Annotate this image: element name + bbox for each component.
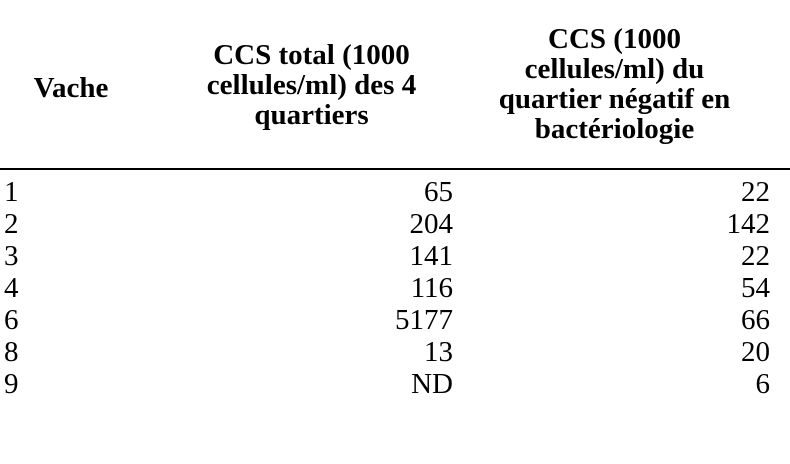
header-ccs-negative-quarter: CCS (1000 cellules/ml) du quartier négatif en bactériologie <box>455 0 790 169</box>
cell-ccs-total: 5177 <box>395 304 453 336</box>
cell-vache: 1 <box>4 176 19 208</box>
cell-ccs-total: ND <box>411 368 453 400</box>
table-row <box>0 368 790 400</box>
cell-ccs-negative: 66 <box>741 304 770 336</box>
cell-ccs-negative: 54 <box>741 272 770 304</box>
table-header <box>0 0 790 169</box>
cell-ccs-total: 141 <box>409 240 453 272</box>
cell-ccs-total: 65 <box>424 176 453 208</box>
table-body <box>0 169 790 400</box>
cell-ccs-total: 204 <box>409 208 453 240</box>
cell-ccs-total: 13 <box>424 336 453 368</box>
cell-vache: 2 <box>4 208 19 240</box>
cell-ccs-total: 116 <box>410 272 453 304</box>
table-row <box>0 169 790 208</box>
cell-ccs-negative: 20 <box>741 336 770 368</box>
header-row <box>0 0 790 169</box>
header-ccs-total: CCS total (1000 cellules/ml) des 4 quartiers <box>172 0 455 169</box>
cell-vache: 3 <box>4 240 19 272</box>
table-row <box>0 304 790 336</box>
table-row <box>0 240 790 272</box>
cell-ccs-negative: 22 <box>741 176 770 208</box>
cell-vache: 6 <box>4 304 19 336</box>
table-row <box>0 336 790 368</box>
table-row <box>0 208 790 240</box>
cell-ccs-negative: 142 <box>726 208 770 240</box>
cell-vache: 4 <box>4 272 19 304</box>
cell-ccs-negative: 6 <box>755 368 770 400</box>
header-vache: Vache <box>0 0 172 169</box>
table-row <box>0 272 790 304</box>
cell-vache: 9 <box>4 368 19 400</box>
cell-ccs-negative: 22 <box>741 240 770 272</box>
cell-vache: 8 <box>4 336 19 368</box>
